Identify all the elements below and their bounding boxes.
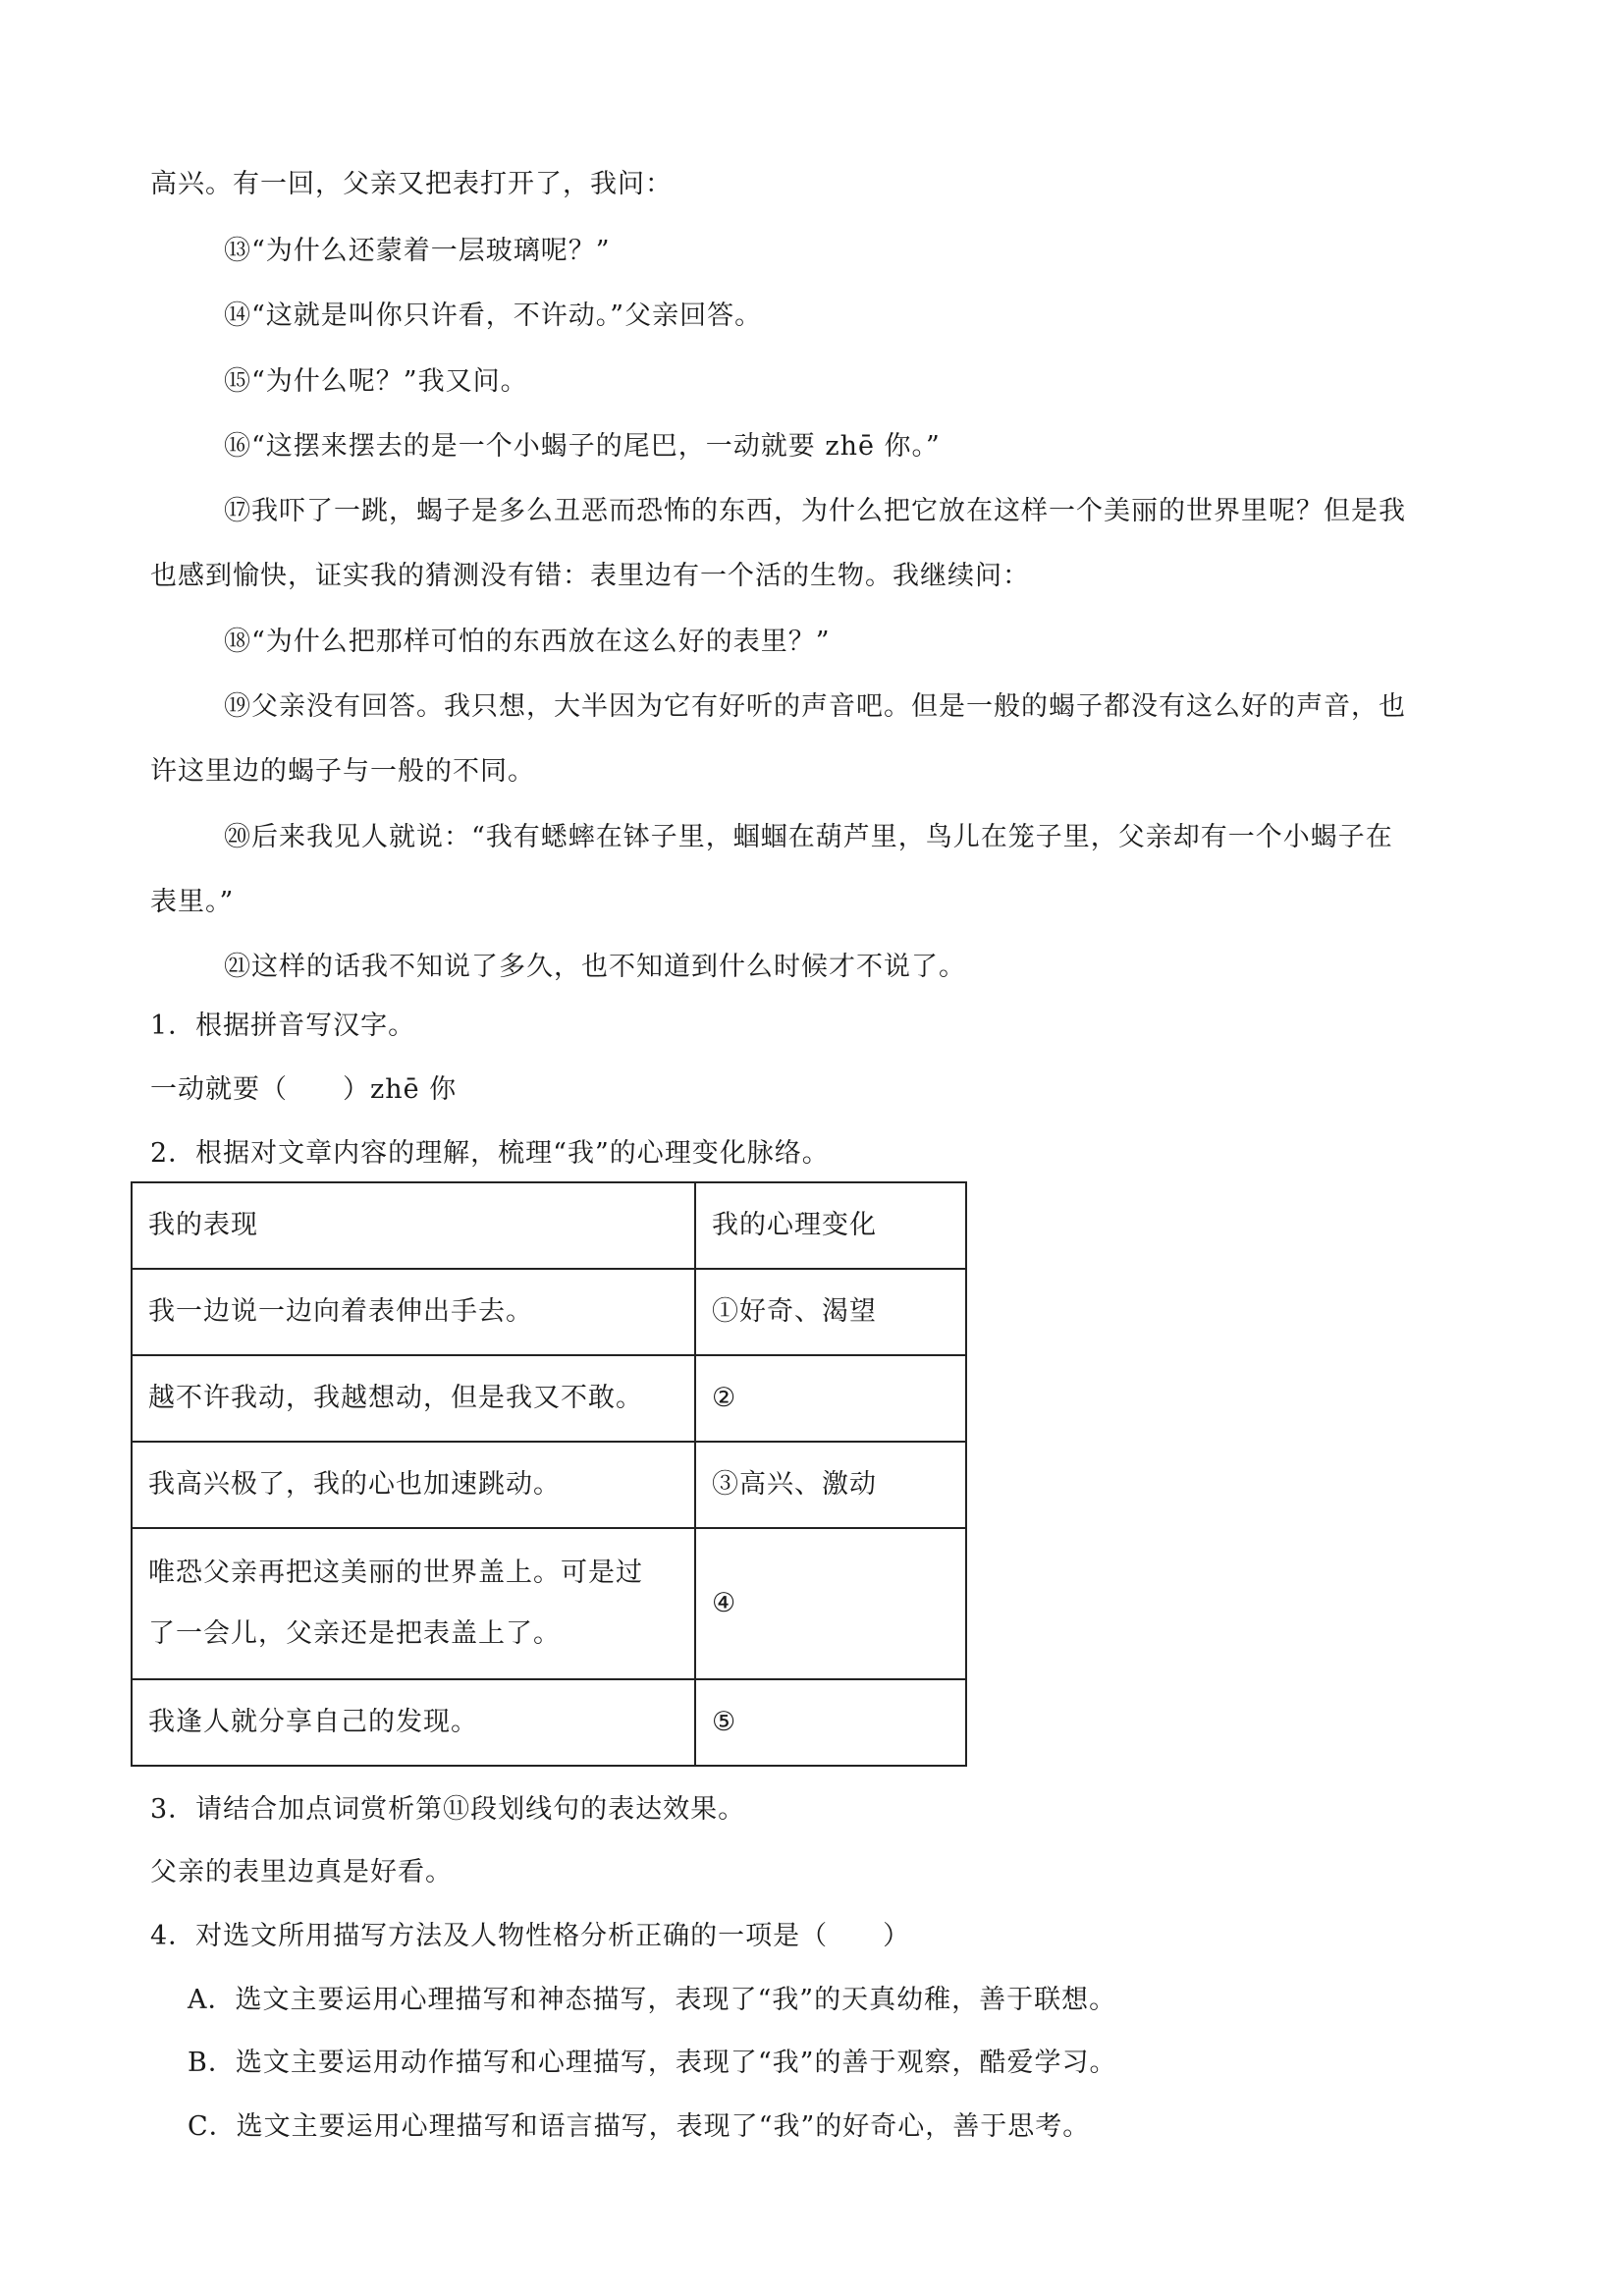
question-2-stem: 2．根据对文章内容的理解，梳理“我”的心理变化脉络。 <box>150 1138 830 1169</box>
table-row <box>132 1679 966 1766</box>
table-cell-behavior: 我逢人就分享自己的发现。 <box>132 1679 695 1766</box>
table-row <box>132 1269 966 1355</box>
paragraph-13: ⑬“为什么还蒙着一层玻璃呢？” <box>224 236 611 266</box>
table-row <box>132 1528 966 1679</box>
table-row <box>132 1442 966 1528</box>
table-header-cell: 我的表现 <box>132 1182 695 1269</box>
question-4-stem: 4．对选文所用描写方法及人物性格分析正确的一项是（ ） <box>150 1921 911 1951</box>
question-3-stem: 3．请结合加点词赏析第⑪段划线句的表达效果。 <box>150 1794 746 1825</box>
paragraph-20-line-1: ⑳后来我见人就说：“我有蟋蟀在钵子里，蝈蝈在葫芦里，鸟儿在笼子里，父亲却有一个小蝎子在 <box>224 822 1393 852</box>
question-1-stem: 1．根据拼音写汉字。 <box>150 1011 416 1041</box>
question-3-body: 父亲的表里边真是好看。 <box>150 1857 453 1887</box>
paragraph-21: ㉑这样的话我不知说了多久，也不知道到什么时候才不说了。 <box>224 952 966 982</box>
table-cell-behavior: 我高兴极了，我的心也加速跳动。 <box>132 1442 695 1528</box>
table-cell-feeling: ② <box>695 1355 966 1442</box>
table-cell-feeling: ③高兴、激动 <box>695 1442 966 1528</box>
option-a[interactable]: A．选文主要运用心理描写和神态描写，表现了“我”的天真幼稚，善于联想。 <box>188 1985 1117 2015</box>
option-b[interactable]: B．选文主要运用动作描写和心理描写，表现了“我”的善于观察，酷爱学习。 <box>188 2048 1117 2078</box>
paragraph-19-line-2: 许这里边的蝎子与一般的不同。 <box>150 756 535 787</box>
paragraph-15: ⑮“为什么呢？”我又问。 <box>224 366 528 397</box>
paragraph-19-line-1: ⑲父亲没有回答。我只想，大半因为它有好听的声音吧。但是一般的蝎子都没有这么好的声音，也 <box>224 691 1406 722</box>
option-c[interactable]: C．选文主要运用心理描写和语言描写，表现了“我”的好奇心，善于思考。 <box>188 2111 1091 2142</box>
table-row <box>132 1355 966 1442</box>
table-cell-behavior: 我一边说一边向着表伸出手去。 <box>132 1269 695 1355</box>
paragraph-20-line-2: 表里。” <box>150 887 235 917</box>
table-header-row <box>132 1182 966 1269</box>
table-header-cell: 我的心理变化 <box>695 1182 966 1269</box>
passage-line: 高兴。有一回，父亲又把表打开了，我问： <box>150 169 673 199</box>
table-cell-feeling: ⑤ <box>695 1679 966 1766</box>
table-cell-feeling: ④ <box>695 1528 966 1679</box>
paragraph-16: ⑯“这摆来摆去的是一个小蝎子的尾巴，一动就要 zhē 你。” <box>224 431 941 462</box>
paragraph-17-line-1: ⑰我吓了一跳，蝎子是多么丑恶而恐怖的东西，为什么把它放在这样一个美丽的世界里呢？但是我 <box>224 496 1406 526</box>
table-cell-behavior <box>132 1528 695 1679</box>
paragraph-17-line-2: 也感到愉快，证实我的猜测没有错：表里边有一个活的生物。我继续问： <box>150 561 1030 591</box>
table-cell-line: 了一会儿，父亲还是把表盖上了。 <box>148 1618 561 1649</box>
question-1-body: 一动就要（ ）zhē 你 <box>150 1074 458 1105</box>
paragraph-18: ⑱“为什么把那样可怕的东西放在这么好的表里？” <box>224 627 831 657</box>
table-cell-behavior: 越不许我动，我越想动，但是我又不敢。 <box>132 1355 695 1442</box>
paragraph-14: ⑭“这就是叫你只许看，不许动。”父亲回答。 <box>224 301 763 331</box>
table-cell-feeling: ①好奇、渴望 <box>695 1269 966 1355</box>
table-cell-line: 唯恐父亲再把这美丽的世界盖上。可是过 <box>148 1558 643 1588</box>
psychology-table <box>131 1181 967 1767</box>
